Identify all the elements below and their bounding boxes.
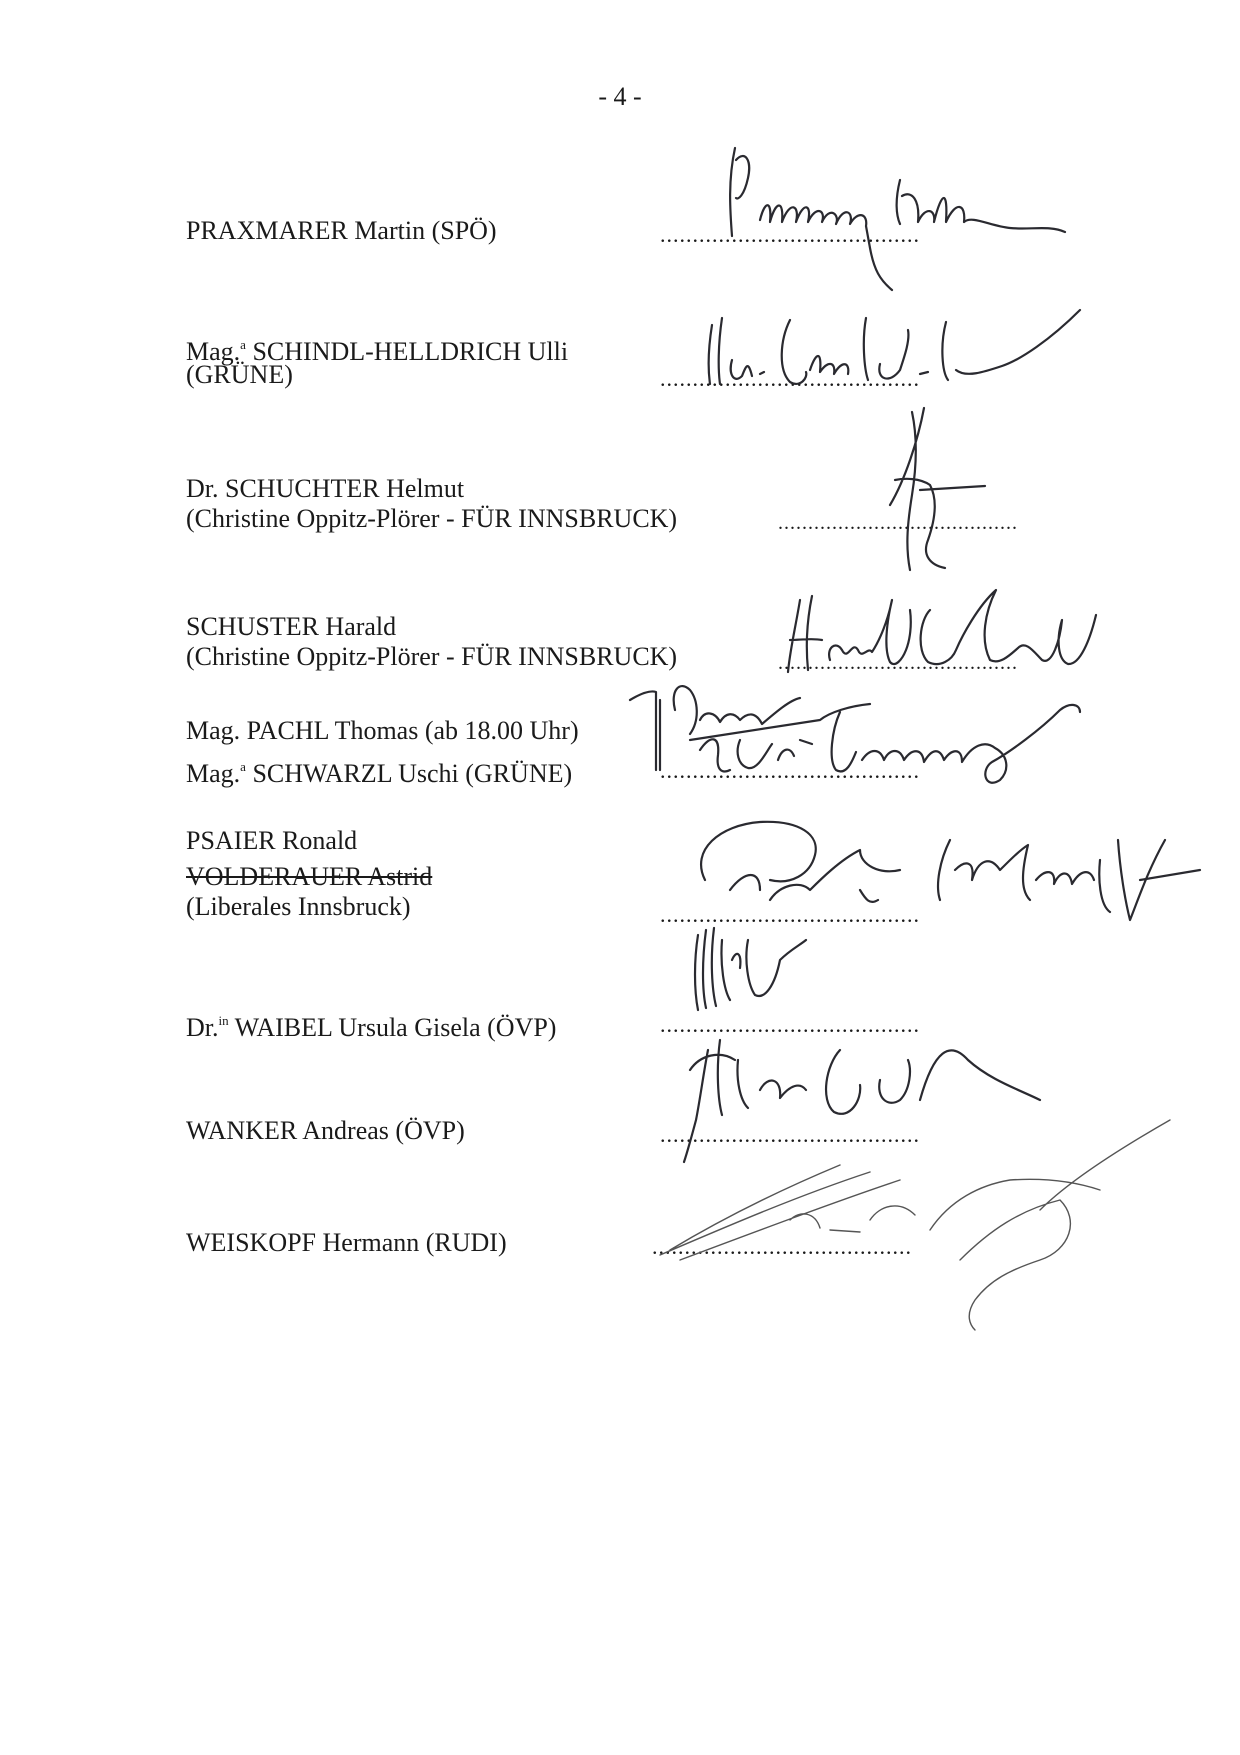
signature-volderauer	[938, 840, 1200, 920]
signature-line: ........................................	[660, 366, 920, 391]
signature-schuchter	[890, 408, 985, 570]
signature-line: ........................................	[660, 1122, 920, 1147]
signatory-name: Mag.$^a$ SCHINDL-HELLDRICH Ulli	[186, 337, 569, 366]
signatory-name: Dr.$^{in}$ WAIBEL Ursula Gisela (ÖVP)	[186, 1013, 557, 1042]
signatory-name: WEISKOPF Hermann (RUDI)	[186, 1228, 507, 1257]
signature-line: ........................................	[660, 758, 920, 783]
signature-line: ........................................	[660, 222, 920, 247]
signatory-party: (Liberales Innsbruck)	[186, 892, 411, 921]
signatory-party: (Christine Oppitz-Plörer - FÜR INNSBRUCK)	[186, 504, 678, 533]
signatory-name: Mag. PACHL Thomas (ab 18.00 Uhr)	[186, 716, 579, 745]
signature-line: ........................................	[778, 652, 1018, 674]
signatory-party: (Christine Oppitz-Plörer - FÜR INNSBRUCK)	[186, 642, 678, 671]
signatory-name: WANKER Andreas (ÖVP)	[186, 1116, 465, 1145]
signatory-name: Mag.$^a$ SCHWARZL Uschi (GRÜNE)	[186, 759, 573, 788]
signatory-name: SCHUSTER Harald	[186, 612, 397, 641]
page-number: - 4 -	[598, 82, 642, 111]
signature-line: ........................................	[660, 902, 920, 927]
signature-line: ........................................	[652, 1234, 912, 1259]
signature-line: ........................................	[660, 1012, 920, 1037]
signature-waibel	[695, 928, 806, 1010]
signature-psaier	[701, 822, 900, 902]
signature-praxmarer	[730, 148, 1065, 290]
signatory-name: Dr. SCHUCHTER Helmut	[186, 474, 465, 503]
signature-weiskopf	[660, 1120, 1170, 1330]
signatory-name: PRAXMARER Martin (SPÖ)	[186, 216, 497, 245]
signature-line: ........................................	[778, 512, 1018, 534]
struck-name: VOLDERAUER Astrid	[186, 862, 433, 891]
signatory-party: (GRÜNE)	[186, 360, 293, 389]
signatory-name: PSAIER Ronald	[186, 826, 358, 855]
